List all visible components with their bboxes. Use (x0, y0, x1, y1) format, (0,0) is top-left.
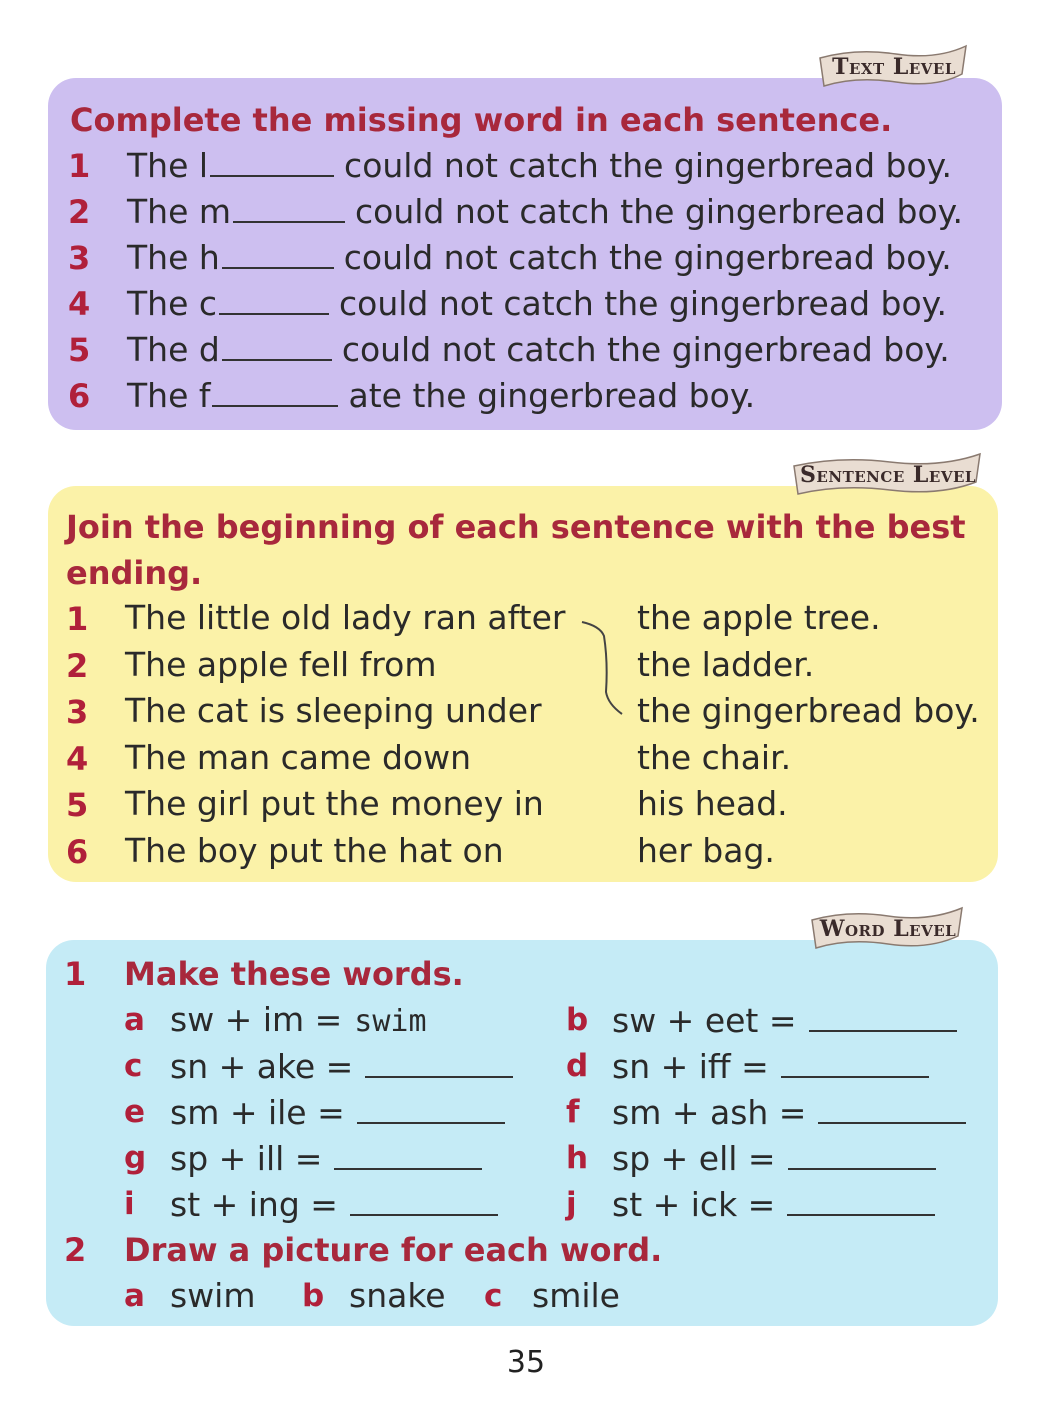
text-item-number: 6 (68, 377, 91, 415)
word-expression: sm + ile = (170, 1093, 345, 1132)
draw-item-word: smile (532, 1276, 620, 1315)
sentence-end: could not catch the gingerbread boy. (344, 146, 952, 185)
sentence-end: ate the gingerbread boy. (348, 376, 756, 415)
item-letter: h (566, 1140, 589, 1176)
word-expression: sn + iff = (612, 1047, 769, 1086)
word-answer: swim (354, 1004, 427, 1039)
item-letter: b (566, 1002, 589, 1038)
word-expression: st + ick = (612, 1185, 776, 1224)
text-item-number: 2 (68, 193, 91, 231)
sentence-start: The l (127, 146, 209, 185)
answer-blank[interactable] (809, 1000, 957, 1032)
sentence-start: The m (127, 192, 232, 231)
word-sum (170, 1000, 427, 1039)
sentence-item-number: 6 (66, 832, 89, 871)
sentence-beginning: The little old lady ran after (125, 598, 566, 637)
item-letter: c (124, 1048, 143, 1084)
sentence-ending: the chair. (637, 737, 792, 777)
answer-blank[interactable] (212, 375, 338, 407)
word-expression: sn + ake = (170, 1047, 354, 1086)
sentence-ending: the gingerbread boy. (637, 691, 980, 730)
item-letter: j (566, 1186, 577, 1222)
word-sum (612, 1138, 936, 1178)
word-level-label: Word Level (819, 916, 957, 942)
word-expression: sp + ell = (612, 1139, 776, 1178)
answer-blank[interactable] (210, 145, 334, 177)
item-letter: f (566, 1094, 580, 1130)
sentence-beginning: The cat is sleeping under (125, 691, 542, 730)
answer-blank[interactable] (334, 1138, 482, 1170)
sentence-ending: his head. (637, 784, 788, 823)
task1-number: 1 (64, 955, 87, 993)
text-item-sentence (127, 145, 952, 185)
word-sum (170, 1184, 498, 1224)
word-sum (612, 1000, 957, 1040)
sentence-ending: her bag. (637, 830, 775, 870)
word-expression: st + ing = (170, 1185, 338, 1224)
word-sum (612, 1046, 929, 1086)
draw-item-word: swim (170, 1276, 256, 1315)
text-item-sentence (127, 237, 952, 277)
word-sum (170, 1046, 513, 1086)
text-level-instruction: Complete the missing word in each sentence. (70, 101, 893, 139)
answer-blank[interactable] (365, 1046, 513, 1078)
sentence-item-number: 1 (66, 600, 89, 638)
text-item-sentence (127, 283, 947, 323)
word-sum (170, 1138, 482, 1178)
item-letter: e (124, 1094, 146, 1130)
task2-title: Draw a picture for each word. (124, 1231, 663, 1269)
sentence-start: The h (127, 238, 220, 277)
text-level-label: Text Level (832, 54, 956, 80)
word-expression: sp + ill = (170, 1139, 323, 1178)
sentence-ending: the ladder. (637, 644, 815, 684)
answer-blank[interactable] (781, 1046, 929, 1078)
draw-item-letter: b (302, 1278, 325, 1314)
answer-blank[interactable] (350, 1184, 498, 1216)
text-item-sentence (127, 191, 963, 231)
sentence-level-label: Sentence Level (800, 462, 976, 488)
sentence-start: The c (127, 284, 218, 323)
sentence-beginning: The apple fell from (125, 644, 437, 684)
sentence-level-instruction-line1: Join the beginning of each sentence with the best (66, 508, 966, 546)
sentence-start: The d (127, 330, 220, 369)
word-sum (170, 1092, 505, 1132)
answer-blank[interactable] (222, 329, 332, 361)
word-sum (612, 1092, 966, 1132)
sentence-ending: the apple tree. (637, 598, 881, 637)
draw-item-word: snake (349, 1276, 446, 1315)
sentence-end: could not catch the gingerbread boy. (339, 284, 947, 323)
text-item-number: 3 (68, 239, 91, 277)
word-expression: sm + ash = (612, 1093, 807, 1132)
text-item-sentence (127, 375, 755, 415)
item-letter: i (124, 1186, 135, 1222)
text-item-number: 1 (68, 147, 91, 185)
sentence-item-number: 4 (66, 739, 89, 778)
item-letter: g (124, 1140, 147, 1176)
join-line (578, 612, 628, 722)
sentence-beginning: The man came down (125, 737, 471, 777)
word-level-badge (808, 906, 968, 950)
page-number: 35 (506, 1345, 546, 1380)
item-letter: a (124, 1002, 145, 1038)
text-item-number: 5 (68, 331, 91, 369)
word-sum (612, 1184, 935, 1224)
item-letter: d (566, 1048, 589, 1084)
draw-item-letter: c (484, 1278, 503, 1314)
answer-blank[interactable] (357, 1092, 505, 1124)
answer-blank[interactable] (787, 1184, 935, 1216)
sentence-beginning: The girl put the money in (125, 784, 544, 823)
word-expression: sw + im = (170, 1000, 343, 1039)
text-item-sentence (127, 329, 950, 369)
word-expression: sw + eet = (612, 1001, 797, 1040)
sentence-end: could not catch the gingerbread boy. (355, 192, 963, 231)
sentence-item-number: 2 (66, 646, 89, 685)
draw-item-letter: a (124, 1278, 145, 1314)
answer-blank[interactable] (818, 1092, 966, 1124)
sentence-item-number: 3 (66, 693, 89, 731)
answer-blank[interactable] (222, 237, 334, 269)
sentence-beginning: The boy put the hat on (125, 830, 504, 870)
sentence-level-instruction-line2: ending. (66, 554, 203, 592)
task1-title: Make these words. (124, 955, 464, 993)
task2-number: 2 (64, 1231, 87, 1269)
text-item-number: 4 (68, 285, 91, 323)
sentence-end: could not catch the gingerbread boy. (343, 238, 952, 277)
sentence-level-badge (790, 452, 986, 496)
sentence-item-number: 5 (66, 786, 89, 824)
answer-blank[interactable] (219, 283, 329, 315)
answer-blank[interactable] (233, 191, 345, 223)
sentence-start: The f (127, 376, 211, 415)
text-level-badge (816, 44, 972, 88)
sentence-end: could not catch the gingerbread boy. (341, 330, 950, 369)
answer-blank[interactable] (788, 1138, 936, 1170)
